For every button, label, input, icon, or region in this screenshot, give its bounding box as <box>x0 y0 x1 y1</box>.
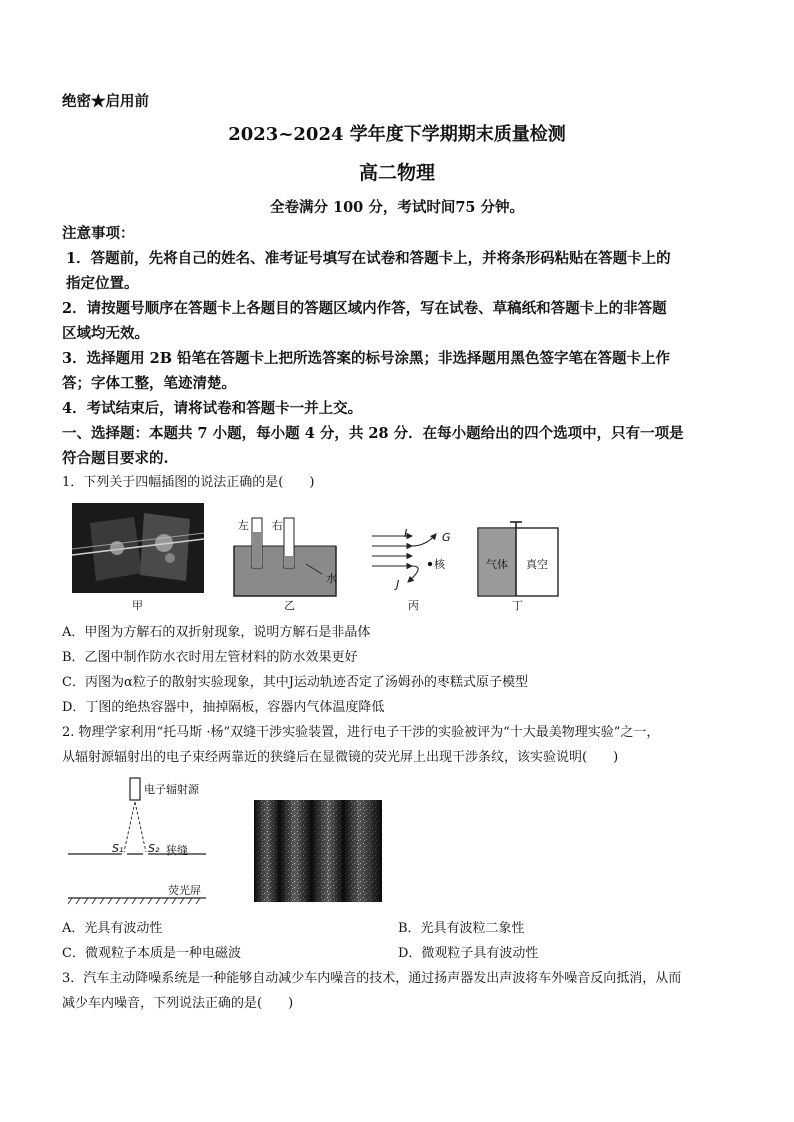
label-right-tube: 右 <box>272 519 283 532</box>
q2-option-c: C．微观粒子本质是一种电磁波 <box>62 946 241 961</box>
q3-stem-line1: 3．汽车主动降噪系统是一种能够自动减少车内噪音的技术，通过扬声器发出声波将车外噪音反向抵消，从而 <box>62 971 682 986</box>
alpha-scattering-figure <box>368 520 468 596</box>
section-heading: 一、选择题：本题共 7 小题，每小题 4 分，共 28 分．在每小题给出的四个选项中，只有一项是 <box>62 425 684 442</box>
q1-stem: 1．下列关于四幅插图的说法正确的是( ) <box>62 475 315 490</box>
q1-option-c: C．丙图为α粒子的散射实验现象，其中J运动轨迹否定了汤姆孙的枣糕式原子模型 <box>62 675 528 690</box>
secret-mark: 绝密★启用前 <box>62 93 149 110</box>
figure-label-ding: 丁 <box>512 599 523 612</box>
q2-stem-line1: 2. 物理学家利用“托马斯 ·杨”双缝干涉实验装置，进行电子干涉的实验被评为“十大最美物理实验”之一， <box>62 725 660 740</box>
figure-label-yi: 乙 <box>284 599 295 612</box>
note-line: 4．考试结束后，请将试卷和答题卡一并上交。 <box>62 400 363 417</box>
label-g-track: G <box>442 531 451 544</box>
score-time: 全卷满分 100 分，考试时间75 分钟。 <box>269 199 525 216</box>
note-line: 1．答题前，先将自己的姓名、准考证号填写在试卷和答题卡上，并将条形码粘贴在答题卡上的 <box>66 250 671 267</box>
exam-title: 2023~2024 学年度下学期期末质量检测 <box>228 124 566 145</box>
q2-option-d: D．微观粒子具有波动性 <box>398 946 539 961</box>
q2-option-b: B．光具有波粒二象性 <box>398 921 525 936</box>
q1-option-b: B．乙图中制作防水衣时用左管材料的防水效果更好 <box>62 650 358 665</box>
note-line: 3．选择题用 2B 铅笔在答题卡上把所选答案的标号涂黑；非选择题用黑色签字笔在答题卡上作 <box>62 350 671 367</box>
q1-option-a: A．甲图为方解石的双折射现象，说明方解石是非晶体 <box>62 625 371 640</box>
section-heading-cont: 符合题目要求的. <box>62 450 169 467</box>
subject-title: 高二物理 <box>358 162 435 184</box>
label-vacuum: 真空 <box>526 558 548 571</box>
label-i-track: I <box>404 527 408 540</box>
notes-heading: 注意事项： <box>62 225 135 242</box>
interference-pattern-image <box>254 800 382 902</box>
alpha-scattering-diagram <box>368 520 468 596</box>
q2-stem-line2: 从辐射源辐射出的电子束经两靠近的狭缝后在显微镜的荧光屏上出现干涉条纹，该实验说明( ) <box>62 750 619 765</box>
label-electron-source: 电子辐射源 <box>144 783 199 796</box>
q1-option-d: D．丁图的绝热容器中，抽掉隔板，容器内气体温度降低 <box>62 700 385 715</box>
label-s2: S₂ <box>148 842 160 855</box>
calcite-birefringence-image <box>72 503 204 593</box>
note-line: 区域均无效。 <box>62 325 149 342</box>
figure-label-jia: 甲 <box>132 599 143 612</box>
note-line: 2．请按题号顺序在答题卡上各题目的答题区域内作答，写在试卷、草稿纸和答题卡上的非答题 <box>62 300 667 317</box>
label-j-track: J <box>396 578 400 591</box>
label-slit: 狭缝 <box>166 844 188 857</box>
label-s1: S₁ <box>112 842 124 855</box>
q3-stem-line2: 减少车内噪音，下列说法正确的是( ) <box>62 996 294 1011</box>
calcite-photo <box>72 503 204 593</box>
interference-fringes <box>254 800 382 902</box>
note-line: 答；字体工整，笔迹清楚。 <box>62 375 236 392</box>
label-screen: 荧光屏 <box>168 884 201 897</box>
label-nucleus: 核 <box>434 558 445 571</box>
note-line: 指定位置。 <box>66 275 139 292</box>
label-water: 水 <box>326 572 337 585</box>
figure-label-bing: 丙 <box>408 599 419 612</box>
label-gas: 气体 <box>486 558 508 571</box>
label-left-tube: 左 <box>238 519 249 532</box>
q2-option-a: A．光具有波动性 <box>62 921 163 936</box>
